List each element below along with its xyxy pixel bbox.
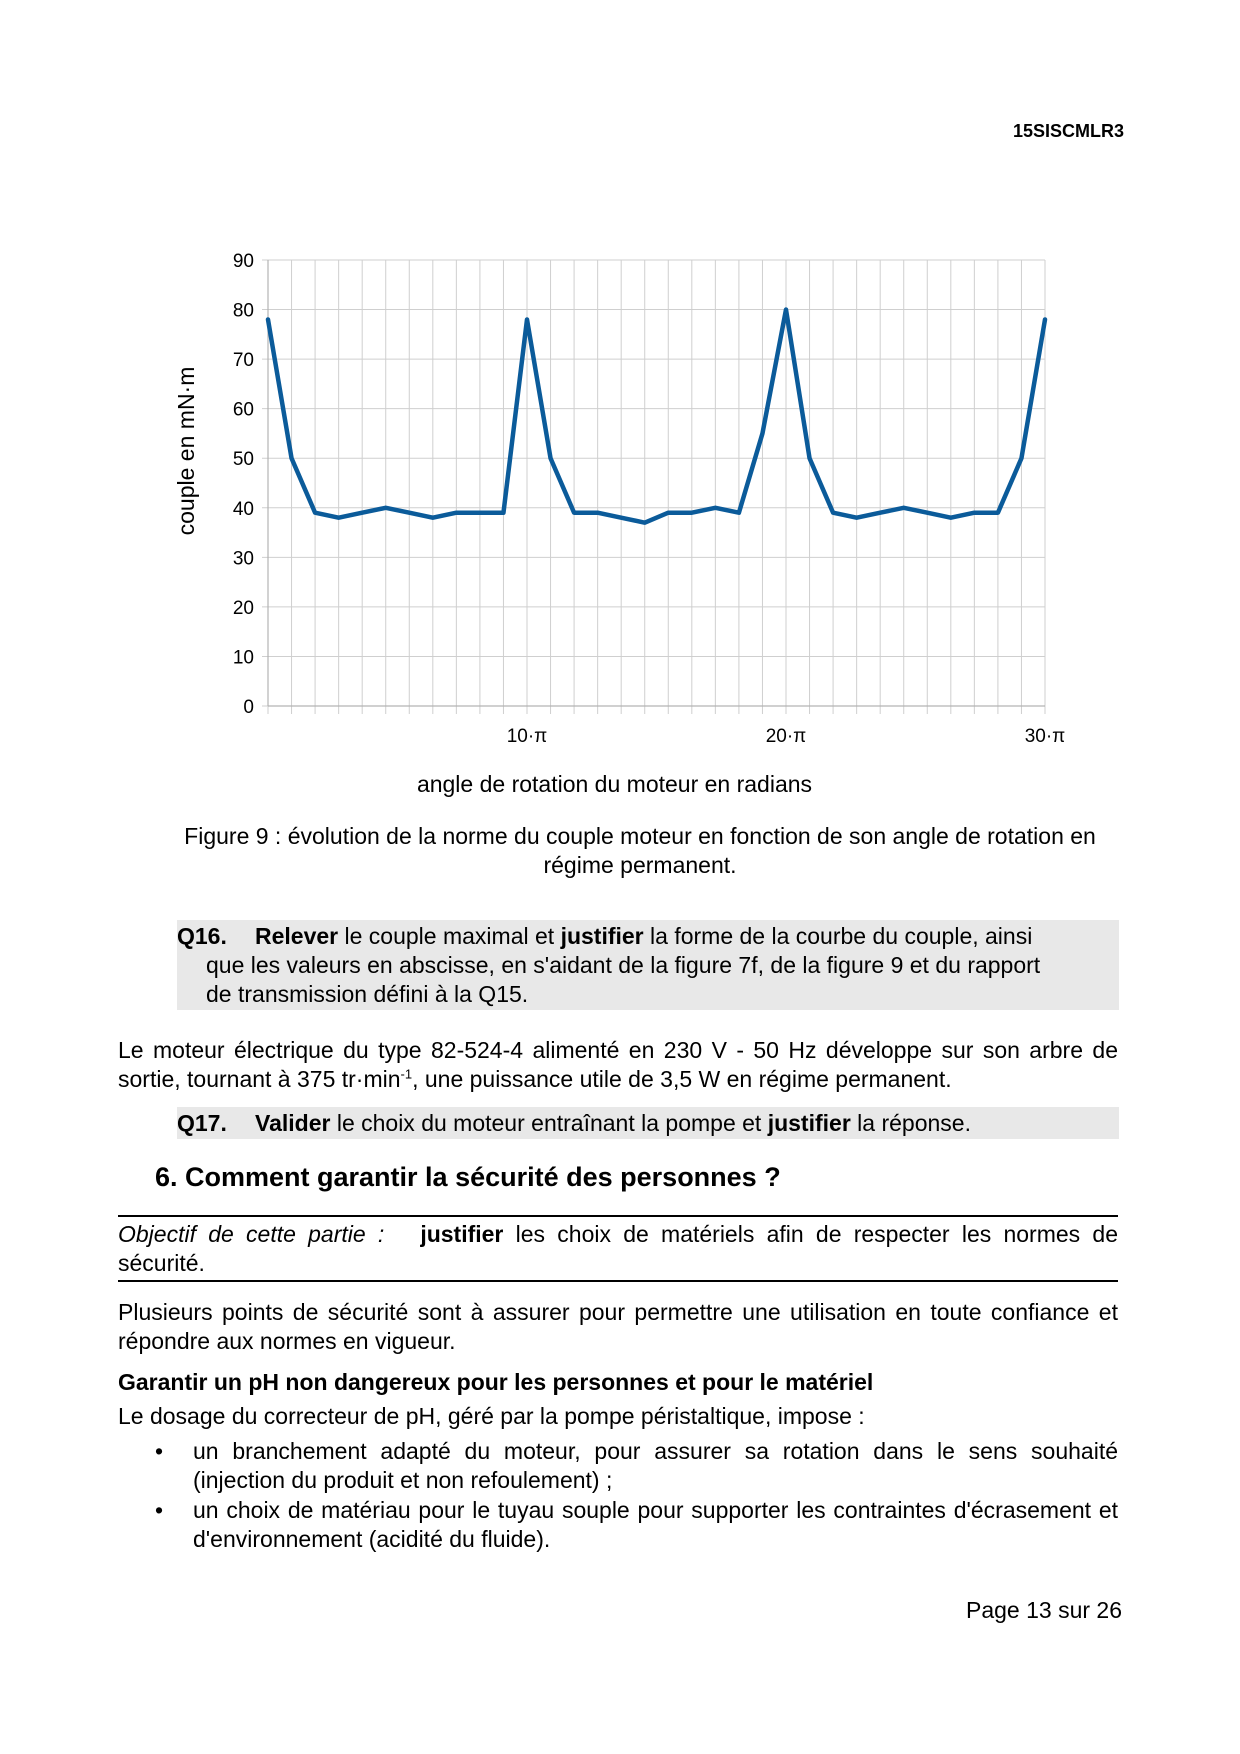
motor-text-1: Le moteur électrique du type 82-524-4 alimenté en 230 V - 50 Hz développe sur son arbre de sortie, tournant à 375 tr·min [118,1037,1118,1092]
y-axis-title: couple en mN·m [173,366,199,536]
x-tick-label: 30·π [1024,726,1066,747]
objective-text: les choix de matériels afin de respecter les normes de sécurité. [118,1221,1118,1276]
q17-number: Q17. [177,1110,227,1136]
list-item [118,1437,1118,1495]
y-tick-label: 60 [232,399,254,421]
y-tick-label: 0 [243,697,254,718]
torque-chart [150,240,1090,805]
objective-verb: justifier [420,1221,504,1247]
objective-block [118,1220,1118,1278]
y-tick-label: 40 [232,498,254,520]
motor-text-sup: -1 [400,1066,413,1082]
torque-series-line [268,310,1045,523]
y-tick-label: 50 [232,449,254,471]
x-tick-label: 20·π [765,726,807,747]
q16-verb-relever: Relever [255,923,339,949]
y-tick-label: 30 [232,548,254,570]
y-tick-label: 90 [232,251,254,272]
list-item [118,1496,1118,1554]
figure-caption: Figure 9 : évolution de la norme du couple moteur en fonction de son angle de rotation en régime permanent. [184,823,1096,878]
bullet-icon: • [155,1497,164,1523]
q16-number: Q16. [177,923,227,949]
ph-subheading: Garantir un pH non dangereux pour les personnes et pour le matériel [118,1369,874,1395]
document-code: 15SISCMLR3 [1012,121,1124,141]
y-tick-label: 70 [232,350,254,372]
motor-paragraph [118,1036,1118,1094]
objective-bottom-rule [118,1280,1118,1282]
torque-chart-svg [150,240,1090,800]
ph-intro: Le dosage du correcteur de pH, géré par la pompe péristaltique, impose : [118,1403,865,1429]
q16-text-4: de transmission défini à la Q15. [206,981,529,1007]
y-tick-label: 10 [232,647,254,669]
q16-text-2: la forme de la courbe du couple, ainsi [643,923,1033,949]
y-tick-label: 20 [232,597,254,619]
y-tick-label: 80 [232,300,254,322]
list-item-text: un branchement adapté du moteur, pour assurer sa rotation dans le sens souhaité (injection du produit et non refoulement) ; [193,1438,1118,1493]
q16-verb-justifier: justifier [560,923,644,949]
requirements-list [118,1437,1118,1555]
chart-axes [268,260,1045,706]
q17-text-1: le choix du moteur entraînant la pompe et [330,1110,768,1136]
q16-text-3: que les valeurs en abscisse, en s'aidant de la figure 7f, de la figure 9 et du rapport [206,952,1041,978]
objective-top-rule [118,1215,1118,1217]
list-item-text: un choix de matériau pour le tuyau souple pour supporter les contraintes d'écrasement et d'environnement (acidité du fluide). [193,1497,1118,1552]
chart-labels [173,251,1065,797]
q16-text-1: le couple maximal et [338,923,561,949]
x-tick-label: 10·π [506,726,548,747]
bullet-icon: • [155,1438,164,1464]
q17-verb-valider: Valider [255,1110,331,1136]
section-6-heading: 6. Comment garantir la sécurité des personnes ? [155,1162,781,1192]
x-axis-title: angle de rotation du moteur en radians [416,771,813,797]
question-q17 [177,1107,1119,1139]
question-q16 [177,920,1119,1010]
motor-text-2: , une puissance utile de 3,5 W en régime permanent. [412,1066,952,1092]
objective-label: Objectif de cette partie : [118,1221,385,1247]
q17-text-2: la réponse. [850,1110,971,1136]
page-number: Page 13 sur 26 [965,1597,1122,1623]
chart-series [268,309,1045,522]
security-paragraph: Plusieurs points de sécurité sont à assurer pour permettre une utilisation en toute confiance et répondre aux normes en vigueur. [118,1299,1118,1354]
chart-grid [262,260,1045,714]
q17-verb-justifier: justifier [767,1110,851,1136]
